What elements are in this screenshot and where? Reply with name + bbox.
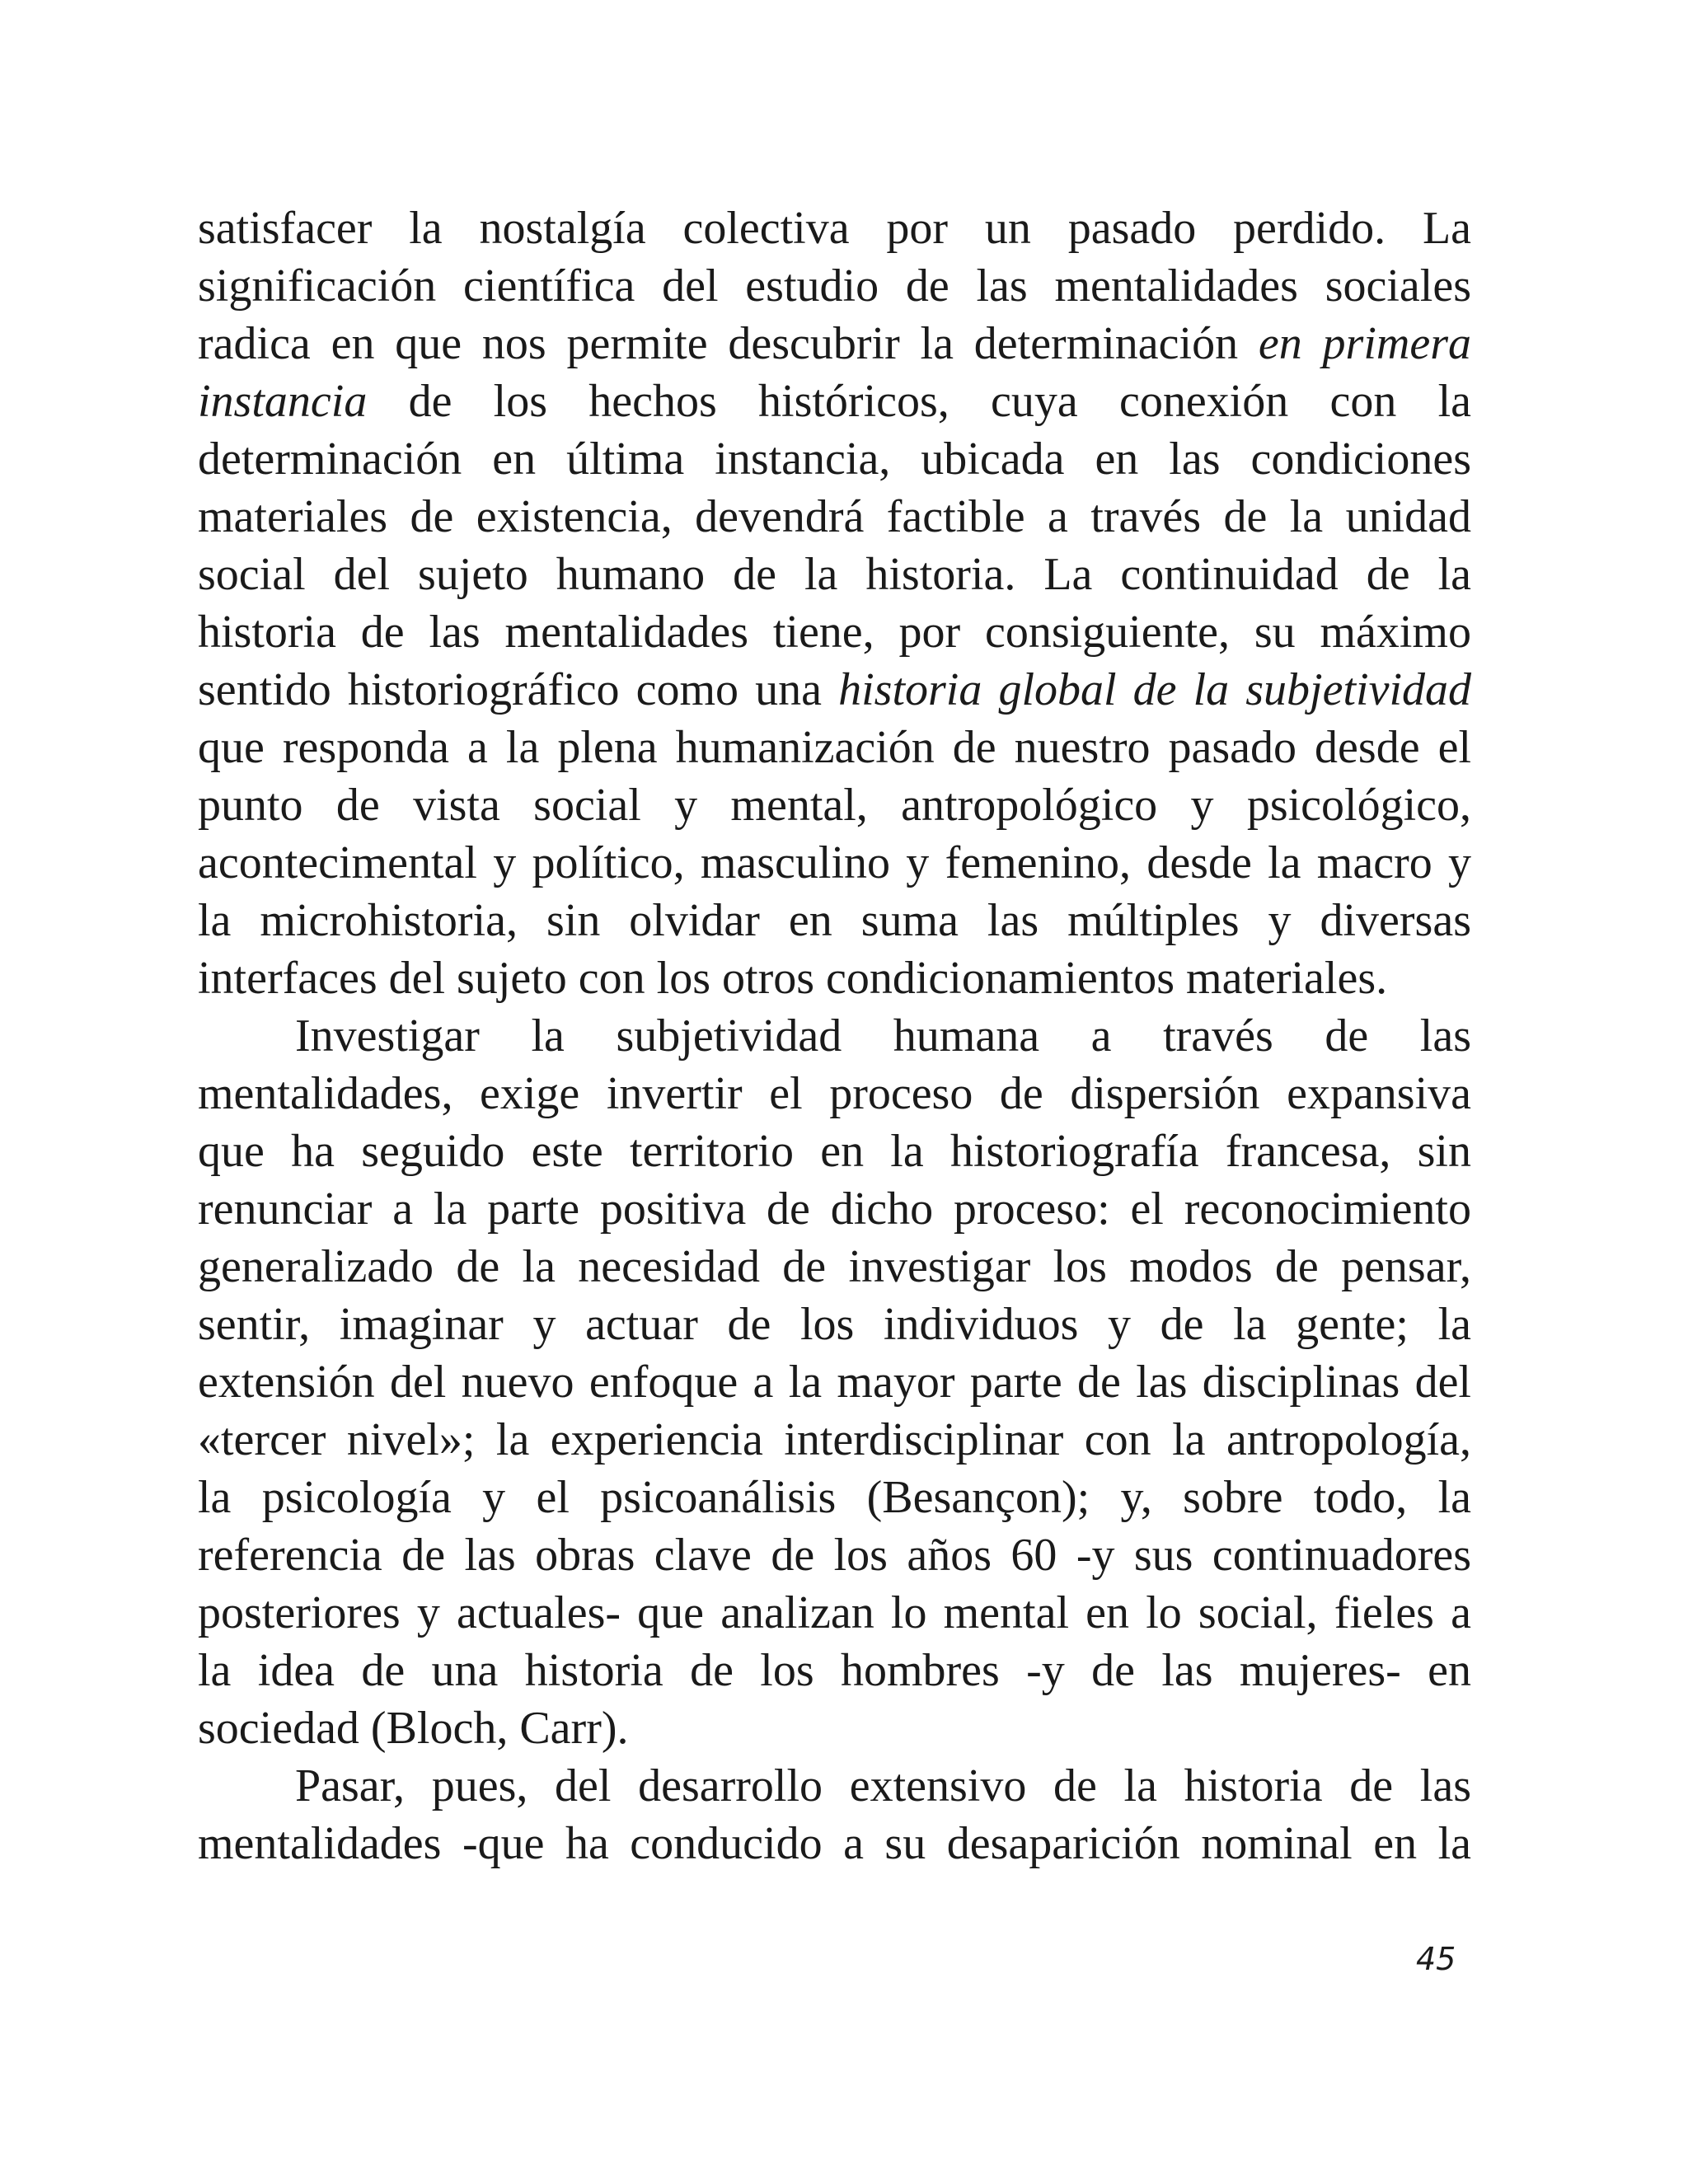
text-segment: «tercer nivel»; la experiencia interdisciplinar con la antropología, — [198, 1414, 1471, 1465]
text-segment: que ha seguido este territorio en la historiografía francesa, sin — [198, 1126, 1471, 1177]
body-text — [198, 199, 1471, 1872]
text-segment: la idea de una historia de los hombres -y de las mujeres- en — [198, 1645, 1471, 1696]
italic-text: en primera — [1258, 318, 1471, 369]
text-segment: social del sujeto humano de la historia. La continuidad de la — [198, 549, 1471, 600]
text-line — [198, 1642, 1471, 1699]
text-line — [198, 1815, 1471, 1872]
text-segment: de los hechos históricos, cuya conexión con la — [367, 376, 1471, 427]
text-line — [198, 892, 1471, 949]
text-segment: sociedad (Bloch, Carr). — [198, 1703, 629, 1754]
text-line — [198, 1007, 1471, 1065]
text-line — [198, 373, 1471, 430]
text-segment: la microhistoria, sin olvidar en suma las múltiples y diversas — [198, 895, 1471, 946]
text-segment: Pasar, pues, del desarrollo extensivo de la historia de las — [295, 1760, 1471, 1811]
text-segment: sentir, imaginar y actuar de los individuos y de la gente; la — [198, 1299, 1471, 1350]
text-line — [198, 257, 1471, 315]
text-line — [198, 776, 1471, 834]
text-line — [198, 949, 1471, 1007]
text-segment: que responda a la plena humanización de nuestro pasado desde el — [198, 722, 1471, 773]
text-line — [198, 1411, 1471, 1469]
text-segment: la psicología y el psicoanálisis (Besançon); y, sobre todo, la — [198, 1472, 1471, 1523]
italic-text: instancia — [198, 376, 368, 427]
text-line — [198, 546, 1471, 603]
text-segment: determinación en última instancia, ubicada en las condiciones — [198, 434, 1471, 485]
text-segment: Investigar la subjetividad humana a través de las — [295, 1010, 1471, 1062]
italic-text: historia global de la subjetividad — [838, 664, 1471, 715]
text-line — [198, 1353, 1471, 1411]
text-line — [198, 1122, 1471, 1180]
text-segment: significación científica del estudio de las mentalidades sociales — [198, 260, 1471, 312]
text-segment: posteriores y actuales- que analizan lo mental en lo social, fieles a — [198, 1587, 1471, 1638]
text-line — [198, 1238, 1471, 1296]
text-line — [198, 719, 1471, 776]
text-segment: generalizado de la necesidad de investigar los modos de pensar, — [198, 1241, 1471, 1292]
text-segment: mentalidades, exige invertir el proceso de dispersión expansiva — [198, 1068, 1471, 1119]
text-segment: satisfacer la nostalgía colectiva por un pasado perdido. La — [198, 203, 1471, 254]
text-line — [198, 661, 1471, 719]
text-line — [198, 834, 1471, 892]
text-segment: interfaces del sujeto con los otros condicionamientos materiales. — [198, 953, 1388, 1004]
page-number: 45 — [1416, 1941, 1456, 1977]
text-segment: historia de las mentalidades tiene, por consiguiente, su máximo — [198, 607, 1471, 658]
text-segment: mentalidades -que ha conducido a su desaparición nominal en la — [198, 1818, 1471, 1869]
text-line — [198, 488, 1471, 546]
text-segment: materiales de existencia, devendrá factible a través de la unidad — [198, 491, 1471, 542]
text-line — [198, 1180, 1471, 1238]
text-segment: renunciar a la parte positiva de dicho proceso: el reconocimiento — [198, 1183, 1471, 1235]
text-line — [198, 199, 1471, 257]
text-segment: extensión del nuevo enfoque a la mayor parte de las disciplinas del — [198, 1357, 1471, 1408]
text-line — [198, 1296, 1471, 1353]
text-line — [198, 1065, 1471, 1122]
text-line — [198, 315, 1471, 373]
text-line — [198, 603, 1471, 661]
text-line — [198, 1757, 1471, 1815]
text-line — [198, 1526, 1471, 1584]
text-segment: acontecimental y político, masculino y femenino, desde la macro y — [198, 837, 1471, 888]
text-line — [198, 1699, 1471, 1757]
text-segment: punto de vista social y mental, antropológico y psicológico, — [198, 780, 1471, 831]
text-line — [198, 1469, 1471, 1526]
text-segment: referencia de las obras clave de los años 60 -y sus continuadores — [198, 1530, 1471, 1581]
text-segment: sentido historiográfico como una — [198, 664, 839, 715]
text-line — [198, 430, 1471, 488]
text-line — [198, 1584, 1471, 1642]
text-segment: radica en que nos permite descubrir la determinación — [198, 318, 1259, 369]
